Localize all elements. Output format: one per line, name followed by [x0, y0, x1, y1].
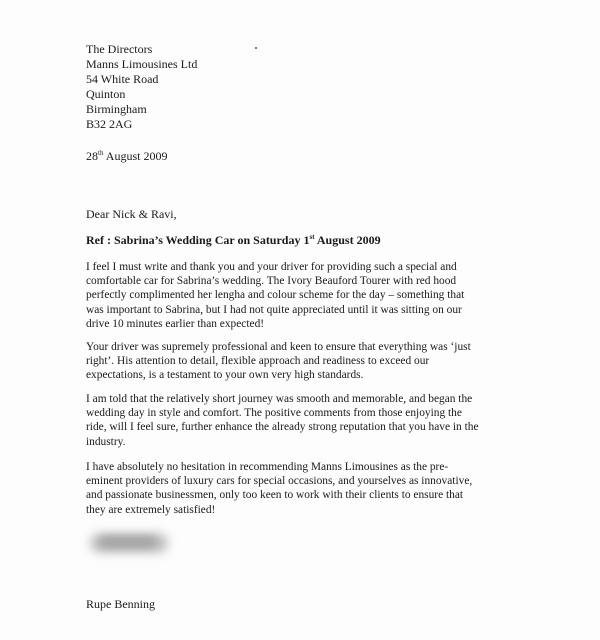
paragraph-line: comfortable car for Sabrina’s wedding. The Ivory Beauford Tourer with red hood	[86, 275, 457, 288]
paragraph-line: I have absolutely no hesitation in recommending Manns Limousines as the pre-	[86, 461, 449, 473]
address-line: The Directors	[86, 42, 153, 56]
letter-date	[86, 149, 167, 164]
reference-suffix: st	[309, 233, 315, 241]
paragraph-line: I am told that the relatively short journey was smooth and memorable, and began the	[86, 393, 473, 405]
salutation: Dear Nick & Ravi,	[86, 207, 177, 221]
paragraph-line: industry.	[86, 435, 126, 448]
paragraph-line: expectations, is a testament to your own very high standards.	[86, 369, 364, 382]
paragraph-line: I feel I must write and thank you and your driver for providing such a special and	[86, 261, 457, 273]
date-suffix: th	[98, 149, 104, 157]
paragraph-thanks	[86, 260, 464, 331]
address-line: B32 2AG	[86, 117, 133, 131]
paragraph-line: they are extremely satisfied!	[86, 503, 216, 516]
paragraph-line: right’. His attention to detail, flexible approach and readiness to exceed our	[86, 355, 430, 368]
date-day: 28	[86, 149, 98, 163]
paragraph-line: wedding day in style and comfort. The positive comments from those enjoying the	[86, 407, 462, 420]
reference-rest: August 2009	[314, 233, 381, 247]
paragraph-line: ride, will I feel sure, further enhance the already strong reputation that you have in the	[86, 421, 479, 434]
address-line: Birmingham	[86, 102, 147, 116]
paragraph-line: and passionate businessmen, only too keen to work with their clients to ensure that	[86, 489, 464, 502]
paper-speck	[255, 47, 257, 49]
paragraph-recommendation	[86, 460, 472, 517]
signer-name: Rupe Benning	[86, 597, 155, 611]
reference-prefix: Ref : Sabrina’s Wedding Car on Saturday 1	[86, 233, 310, 247]
address-line: 54 White Road	[86, 72, 159, 86]
blurred-signature-core	[100, 536, 156, 548]
paragraph-line: drive 10 minutes earlier than expected!	[86, 317, 265, 330]
paragraph-line: eminent providers of luxury cars for special occasions, and yourselves as innovative,	[86, 475, 473, 488]
date-rest: August 2009	[103, 149, 168, 163]
paragraph-line: perfectly complimented her lengha and colour scheme for the day – something that	[86, 289, 465, 302]
recipient-address	[86, 42, 197, 132]
paragraph-journey	[86, 392, 479, 449]
reference-line	[86, 233, 381, 248]
paragraph-driver	[86, 340, 471, 383]
address-line: Manns Limousines Ltd	[86, 57, 198, 71]
address-line: Quinton	[86, 87, 126, 101]
paragraph-line: was important to Sabrina, but I had not quite appreciated until it was sitting on our	[86, 303, 462, 316]
paragraph-line: Your driver was supremely professional and keen to ensure that everything was ‘just	[86, 341, 471, 353]
